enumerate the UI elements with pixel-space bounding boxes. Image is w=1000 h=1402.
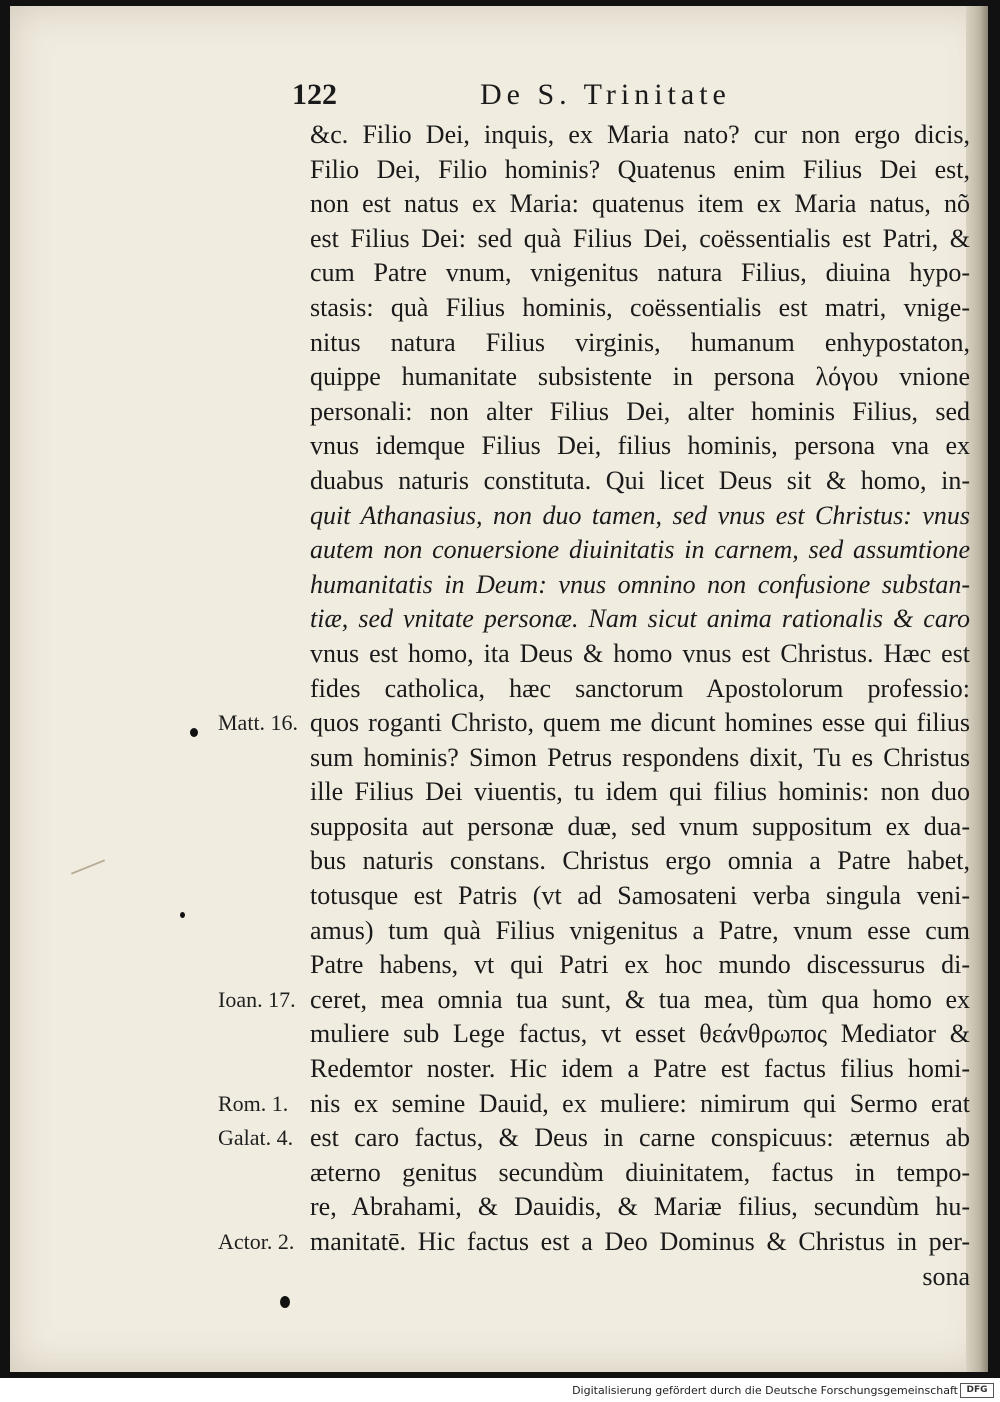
text-line: amus) tum quà Filius vnigenitus a Patre, vnum esse cum — [310, 915, 970, 945]
text-line: quit Athanasius, non duo tamen, sed vnus est Christus: vnus — [310, 500, 970, 530]
margin-note: Rom. 1. — [218, 1090, 289, 1116]
margin-note: Ioan. 17. — [218, 987, 296, 1012]
dfg-logo: DFG — [960, 1383, 994, 1398]
text-line: quippe humanitate subsistente in persona λόγου vnione — [310, 362, 970, 392]
text-line: nitus natura Filius virginis, humanum enhypostaton, — [310, 327, 970, 357]
ink-speck — [180, 912, 185, 918]
text-line: vnus est homo, ita Deus & homo vnus est Christus. Hæc est — [310, 638, 970, 668]
running-head — [10, 74, 988, 114]
footer-credit: Digitalisierung gefördert durch die Deutsche Forschungsgemeinschaft — [572, 1384, 958, 1397]
margin-note: Galat. 4. — [218, 1125, 294, 1151]
text-line: stasis: quà Filius hominis, coëssentialis est matri, vnige- — [310, 292, 970, 322]
text-line: nis ex semine Dauid, ex muliere: nimirum qui Sermo erat — [310, 1088, 970, 1118]
text-line: tiæ, sed vnitate personæ. Nam sicut anima rationalis & caro — [310, 604, 970, 634]
text-line: totusque est Patris (vt ad Samosateni verba singula veni- — [310, 881, 970, 911]
ink-speck — [190, 728, 198, 737]
text-line: ceret, mea omnia tua sunt, & tua mea, tùm qua homo ex — [310, 984, 970, 1014]
body-text — [310, 118, 970, 1294]
text-line: Patre habens, vt qui Patri ex hoc mundo discessurus di- — [310, 950, 970, 980]
footer-bar — [0, 1378, 1000, 1402]
text-line: est caro factus, & Deus in carne conspicuus: æternus ab — [310, 1123, 970, 1153]
text-line: supposita aut personæ duæ, sed vnum suppositum ex dua- — [310, 811, 970, 841]
text-line: quos roganti Christo, quem me dicunt homines esse qui filius — [310, 708, 970, 738]
text-line: duabus naturis constituta. Qui licet Deus sit & homo, in- — [310, 465, 970, 495]
text-line: humanitatis in Deum: vnus omnino non confusione substan- — [310, 569, 970, 599]
text-line: Redemtor noster. Hic idem a Patre est factus filius homi- — [310, 1054, 970, 1084]
text-line: æterno genitus secundùm diuinitatem, factus in tempo- — [310, 1157, 970, 1187]
text-line: ille Filius Dei viuentis, tu idem qui filius hominis: non duo — [310, 777, 970, 807]
text-line: vnus idemque Filius Dei, filius hominis, persona vna ex — [310, 431, 970, 461]
text-line: manitatē. Hic factus est a Deo Dominus & Christus in per- — [310, 1227, 970, 1256]
text-line: sona — [922, 1261, 970, 1291]
text-line: fides catholica, hæc sanctorum Apostolorum professio: — [310, 673, 970, 703]
margin-note: Actor. 2. — [218, 1229, 295, 1255]
text-line: sum hominis? Simon Petrus respondens dixit, Tu es Christus — [310, 742, 970, 772]
text-line: bus naturis constans. Christus ergo omnia a Patre habet, — [310, 846, 970, 876]
text-line: cum Patre vnum, vnigenitus natura Filius, diuina hypo- — [310, 258, 970, 288]
text-line: non est natus ex Maria: quatenus item ex Maria natus, nõ — [310, 189, 970, 219]
book-page — [10, 6, 988, 1372]
page-number: 122 — [292, 78, 337, 111]
text-line: Filio Dei, Filio hominis? Quatenus enim Filius Dei est, — [310, 154, 970, 184]
text-line: muliere sub Lege factus, vt esset θεάνθρωπος Mediator & — [310, 1019, 970, 1049]
text-line: personali: non alter Filius Dei, alter hominis Filius, sed — [310, 396, 970, 426]
ink-speck — [280, 1296, 290, 1308]
text-line: est Filius Dei: sed quà Filius Dei, coëssentialis est Patri, & — [310, 223, 970, 253]
text-line: &c. Filio Dei, inquis, ex Maria nato? cur non ergo dicis, — [310, 120, 970, 149]
running-title: De S. Trinitate — [480, 78, 731, 111]
margin-note: Matt. 16. — [218, 710, 299, 736]
stray-mark — [71, 859, 105, 874]
text-line: autem non conuersione diuinitatis in carnem, sed assumtione — [310, 535, 970, 565]
text-line: re, Abrahami, & Dauidis, & Mariæ filius, secundùm hu- — [310, 1192, 970, 1222]
